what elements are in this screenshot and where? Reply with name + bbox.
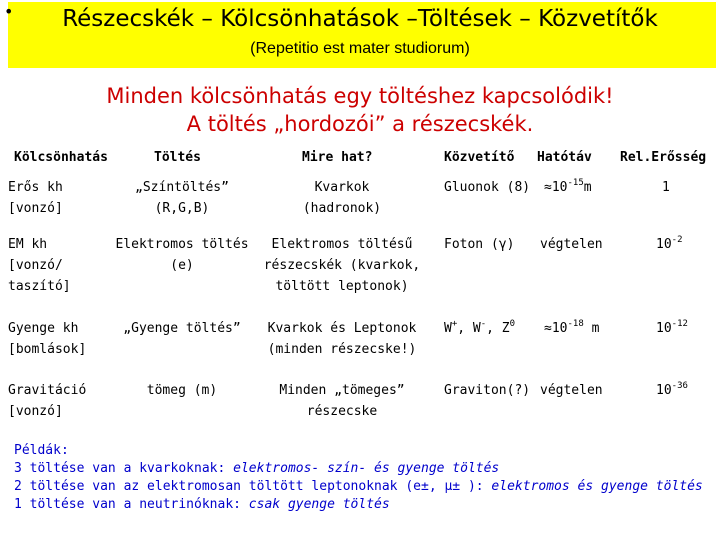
cell-acts-on: Minden „tömeges” részecske	[279, 383, 405, 419]
example-line-3: 1 töltése van a neutrinóknak: csak gyenge töltés	[14, 497, 390, 512]
cell-range: végtelen	[540, 237, 603, 252]
example-line-2: 2 töltése van az elektromosan töltött leptonoknak (e±, μ± ): elektromos és gyenge töltés	[14, 479, 703, 494]
cell-charge: „Gyenge töltés”	[123, 321, 241, 336]
cell-mediator: Gluonok (8)	[444, 180, 531, 195]
header-interaction: Kölcsönhatás	[14, 150, 108, 165]
example-line-1: 3 töltése van a kvarkoknak: elektromos- szín- és gyenge töltés	[14, 461, 500, 476]
cell-strength: $10^{-12}$	[656, 319, 688, 336]
cell-interaction: EM kh [vonzó/ taszító]	[8, 237, 71, 294]
cell-mediator: Foton (γ)	[444, 237, 515, 252]
intro-line-1: Minden kölcsönhatás egy töltéshez kapcsolódik!	[106, 84, 614, 108]
header-mediator: Közvetítő	[444, 150, 515, 165]
examples-block	[14, 442, 703, 514]
examples-heading: Példák:	[14, 443, 69, 458]
cell-charge: tömeg (m)	[146, 383, 218, 398]
cell-interaction: Gravitáció [vonzó]	[8, 383, 87, 419]
cell-strength: 1	[662, 180, 670, 195]
cell-interaction: Erős kh [vonzó]	[8, 180, 63, 216]
cell-range: $\approx 10^{-18}$ m	[544, 319, 600, 336]
header-strength: Rel.Erősség	[620, 150, 707, 165]
header-acts-on: Mire hat?	[302, 150, 373, 165]
cell-charge: Elektromos töltés (e)	[115, 237, 249, 273]
header-charge: Töltés	[154, 150, 201, 165]
cell-charge: „Színtöltés” (R,G,B)	[135, 180, 229, 216]
cell-acts-on: Elektromos töltésű részecskék (kvarkok, töltött leptonok)	[263, 237, 421, 294]
cell-range: végtelen	[540, 383, 603, 398]
cell-acts-on: Kvarkok (hadronok)	[302, 180, 382, 216]
bullet-icon: •	[4, 2, 14, 21]
cell-range: $\approx 10^{-15}m$	[544, 178, 592, 195]
cell-mediator: Graviton(?)	[444, 383, 531, 398]
slide-subtitle: (Repetitio est mater studiorum)	[250, 40, 470, 57]
cell-strength: $10^{-2}$	[656, 235, 683, 252]
intro-line-2: A töltés „hordozói” a részecskék.	[186, 112, 534, 136]
cell-mediator: W+, W-, $Z^0$	[444, 319, 516, 336]
slide-title: Részecskék – Kölcsönhatások –Töltések – Közvetítők	[62, 6, 658, 32]
cell-interaction: Gyenge kh [bomlások]	[8, 321, 87, 357]
cell-strength: $10^{-36}$	[656, 381, 688, 398]
cell-acts-on: Kvarkok és Leptonok (minden részecske!)	[267, 321, 417, 357]
header-range: Hatótáv	[537, 150, 592, 165]
